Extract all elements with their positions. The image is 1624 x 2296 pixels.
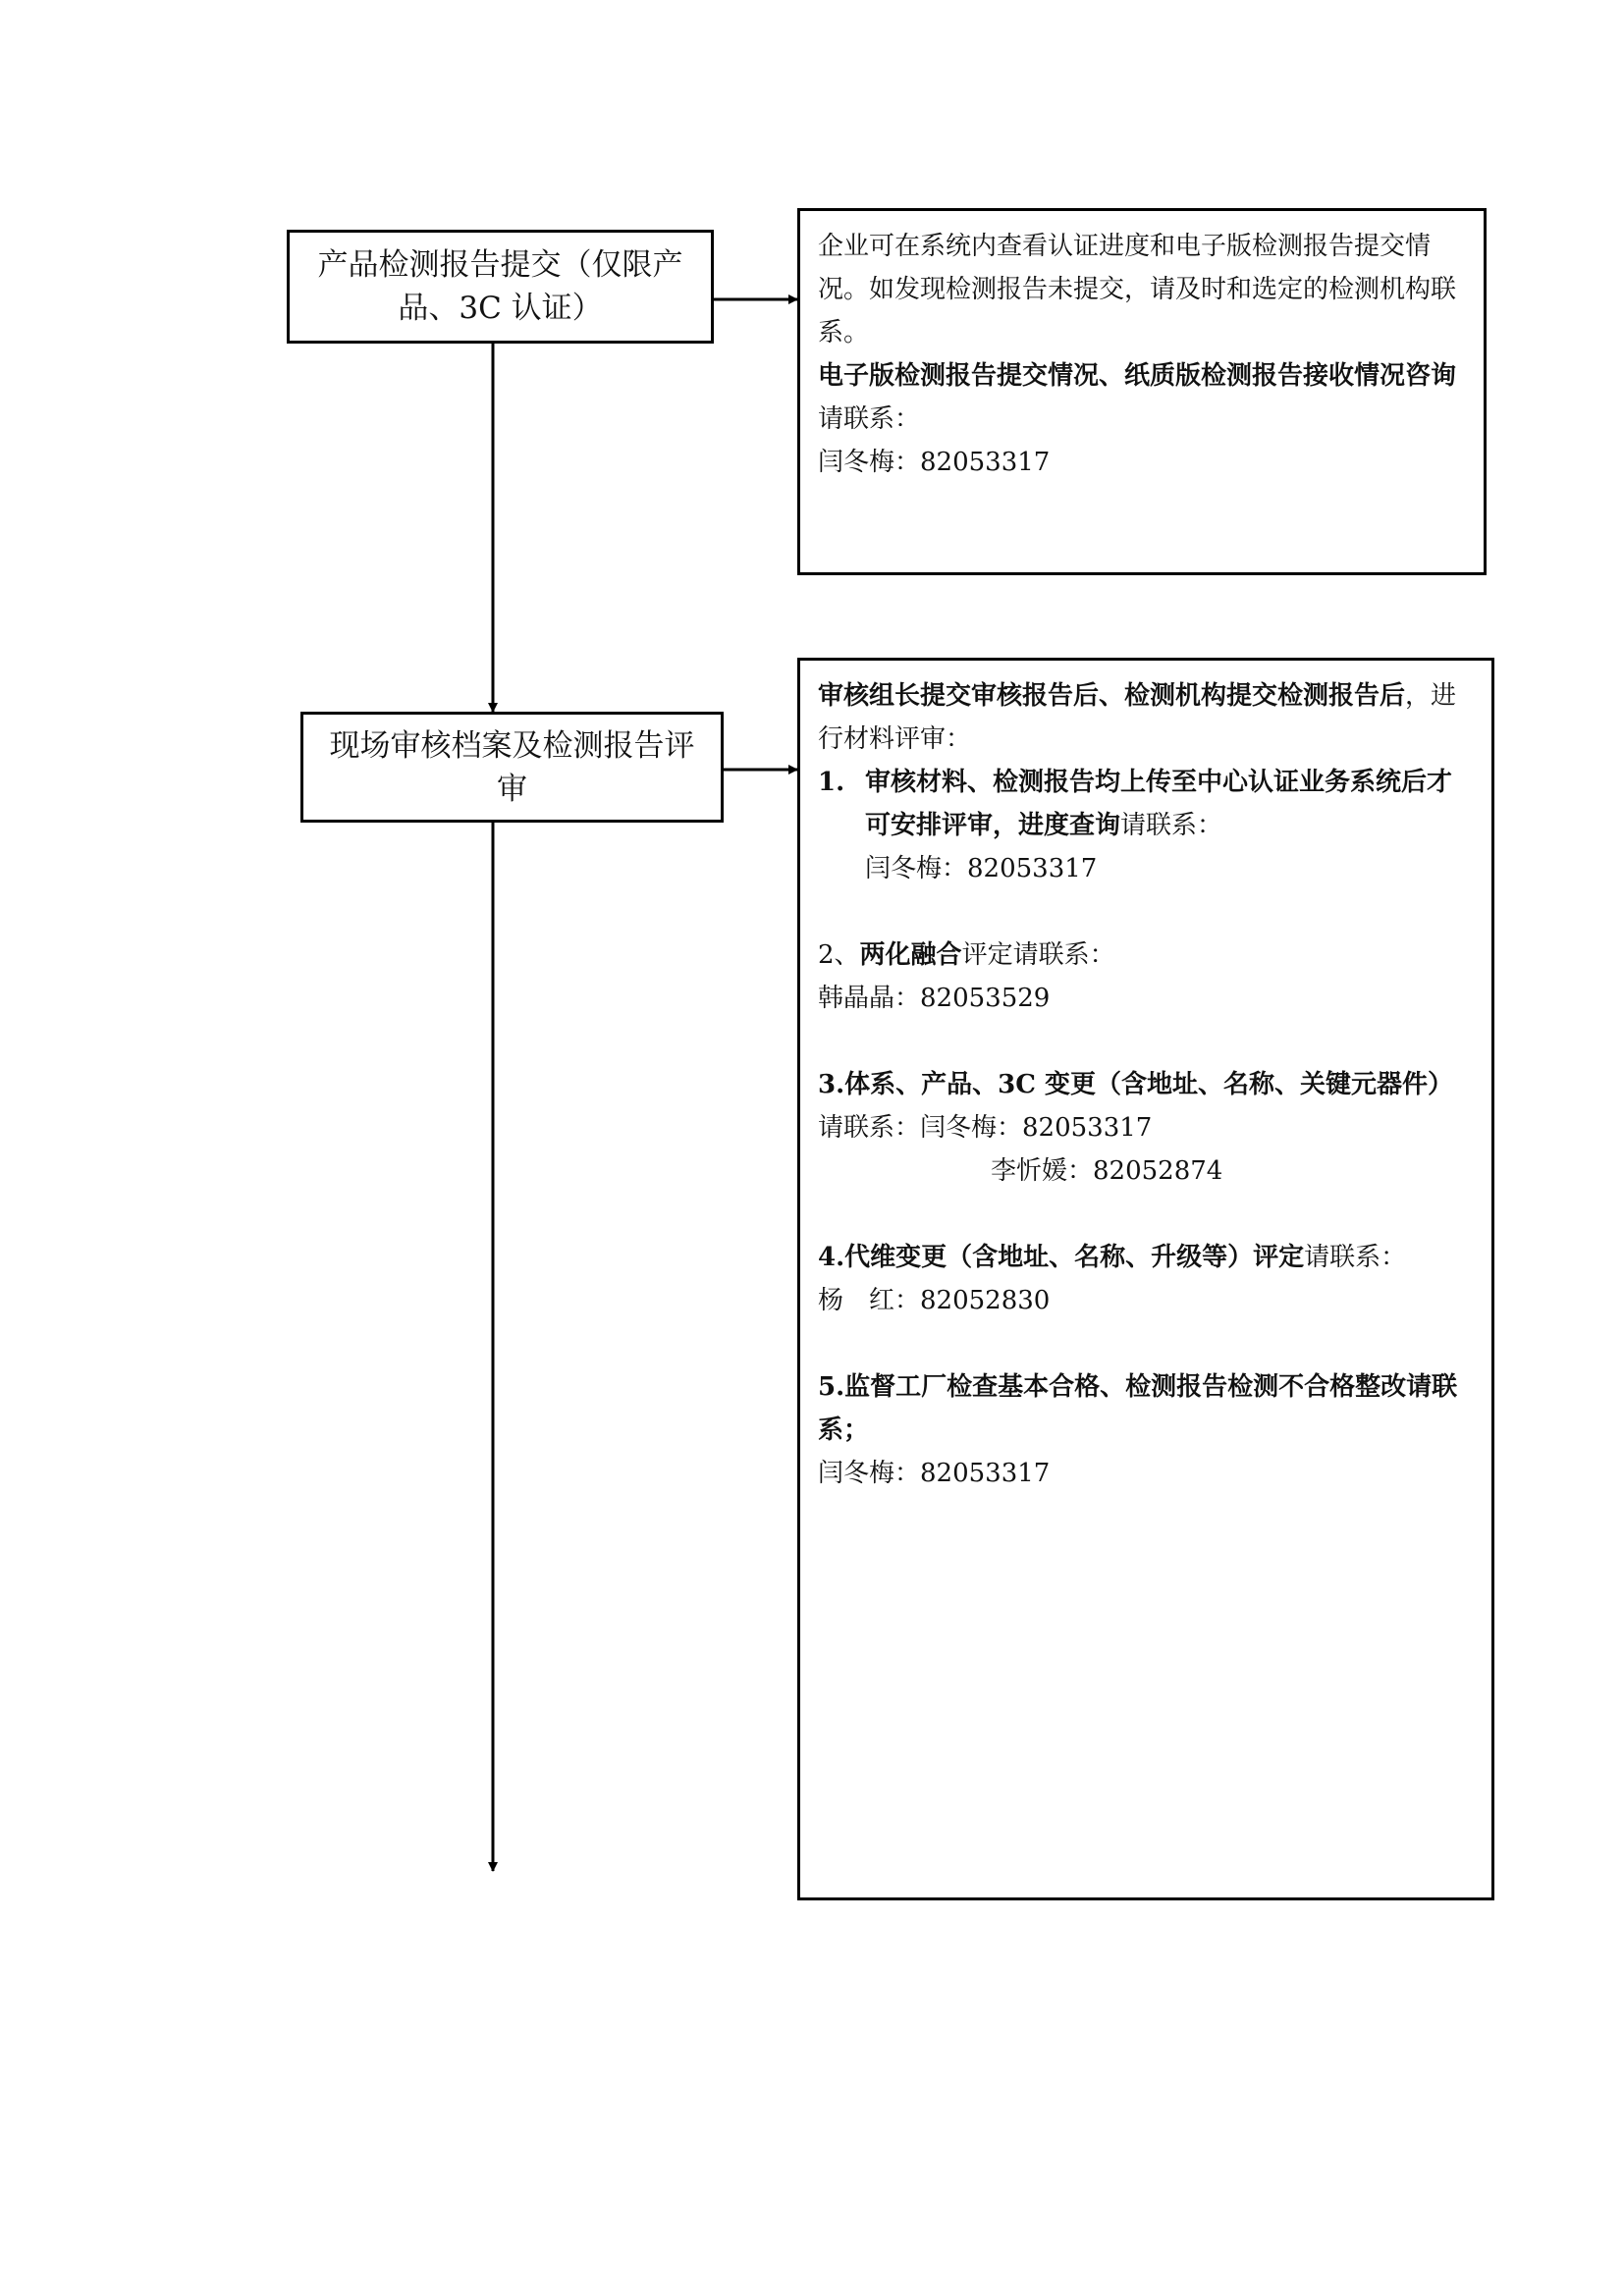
info-box-report-submission (797, 208, 1487, 575)
item5-text: 5.监督工厂检查基本合格、检测报告检测不合格整改请联系； (818, 1372, 1458, 1445)
step-onsite-audit-review (300, 712, 724, 823)
item2-suffix: 评定请联系： (961, 940, 1115, 970)
item2-text: 两化融合 (859, 940, 962, 970)
info-topic: 电子版检测报告提交情况、纸质版检测报告接收情况咨询 (818, 361, 1457, 391)
item3-text: 3.体系、产品、3C 变更（含地址、名称、关键元器件） (818, 1070, 1453, 1099)
item3-contact: 闫冬梅：82053317 (920, 1113, 1153, 1143)
review-intro: 审核组长提交审核报告后、检测机构提交检测报告后 (818, 681, 1406, 711)
item2-contact: 韩晶晶：82053529 (818, 984, 1051, 1013)
item1-suffix: 请联系： (1120, 811, 1223, 840)
step-product-test-report (287, 230, 714, 344)
info-topic-suffix: 请联系： (818, 404, 921, 434)
info-contact: 闫冬梅：82053317 (818, 448, 1051, 477)
info-intro: 企业可在系统内查看认证进度和电子版检测报告提交情况。如发现检测报告未提交，请及时和选定的检测机构联系。 (818, 232, 1457, 347)
review-intro-suffix: ，进行材料评审： (818, 681, 1457, 754)
step-label: 现场审核档案及检测报告评审 (329, 727, 695, 807)
item2-prefix: 2、 (818, 940, 860, 970)
item3-contact-2: 李忻媛：82052874 (991, 1156, 1223, 1186)
item1-text: 审核材料、检测报告均上传至中心认证业务系统后才可安排评审，进度查询 (865, 768, 1453, 840)
item-number: 1. (818, 768, 845, 797)
info-box-material-review (797, 658, 1494, 1900)
item4-contact: 杨 红：82052830 (818, 1286, 1051, 1315)
step-label: 产品检测报告提交（仅限产品、3C 认证） (317, 247, 683, 326)
item5-contact: 闫冬梅：82053317 (818, 1459, 1051, 1488)
item4-suffix: 请联系： (1304, 1243, 1407, 1272)
item4-text: 4.代维变更（含地址、名称、升级等）评定 (818, 1243, 1305, 1272)
item3-suffix: 请联系： (818, 1113, 921, 1143)
item1-contact: 闫冬梅：82053317 (865, 854, 1098, 883)
